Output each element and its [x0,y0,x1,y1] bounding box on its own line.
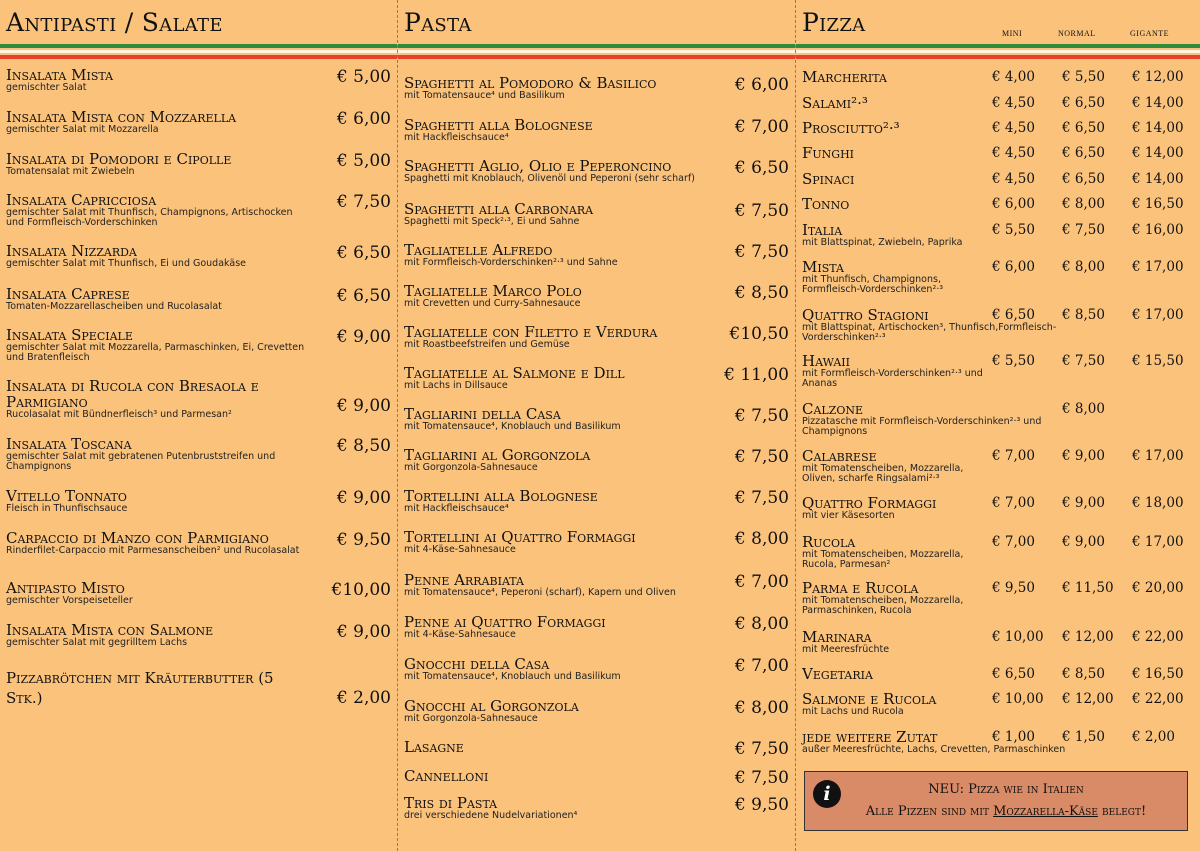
info-box [804,771,1188,831]
item-price: € 9,50 [734,795,789,815]
item-name: Insalata Mista con Salmone [6,621,214,639]
price-normal: € 7,50 [1062,353,1105,369]
info-headline: NEU: Pizza wie in Italien [928,782,1084,797]
item-price: € 5,00 [336,151,391,171]
item-price: € 5,00 [336,67,391,87]
italian-flag-stripe [0,44,397,60]
item-description: Rinderfilet-Carpaccio mit Parmesanscheiben² und Rucolasalat [6,545,300,556]
item-price: €10,00 [331,580,391,600]
price-gigante: € 20,00 [1132,580,1184,596]
pizza-menu-item [802,95,1196,111]
pasta-menu-item [404,447,789,473]
item-name: Vitello Tonnato [6,487,127,505]
antipasti-menu-item [6,327,391,363]
price-gigante: € 15,50 [1132,353,1184,369]
item-name: Gnocchi al Gorgonzola [404,697,579,715]
item-name: Spaghetti al Pomodoro & Basilico [404,74,657,92]
price-mini: € 6,00 [992,259,1035,275]
item-price: € 6,50 [336,286,391,306]
info-text [805,804,1187,819]
antipasti-menu-item [6,243,391,269]
item-name: Insalata Capricciosa [6,191,157,209]
item-price: € 9,00 [336,327,391,347]
item-name: Rucola [802,533,856,551]
price-normal: € 11,50 [1062,580,1114,596]
price-gigante: € 12,00 [1132,69,1184,85]
pasta-menu-item [404,406,789,432]
item-name: Carpaccio di Manzo con Parmigiano [6,529,269,547]
item-price: €10,50 [729,324,789,344]
item-description: gemischter Salat mit Thunfisch, Champignons, Artischocken und Formfleisch-Vorderschinken [6,207,293,228]
price-normal: € 6,50 [1062,171,1105,187]
item-name: Insalata Speciale [6,326,133,344]
pasta-menu-item [404,698,789,724]
item-description: mit Lachs in Dillsauce [404,380,508,391]
item-name: Gnocchi della Casa [404,655,550,673]
price-mini: € 10,00 [992,691,1044,707]
item-description: mit Tomatensauce⁴, Knoblauch und Basilikum [404,671,621,682]
info-text-post: belegt! [1097,804,1147,819]
pasta-menu-item [404,656,789,682]
item-description: außer Meeresfrüchte, Lachs, Crevetten, Parmaschinken [802,744,1066,755]
pasta-menu-item [404,572,789,598]
pasta-title: Pasta [404,8,472,37]
item-name: Tagliatelle Marco Polo [404,282,582,300]
price-gigante: € 2,00 [1132,729,1175,745]
pasta-menu-item [404,283,789,309]
item-price: € 7,50 [734,768,789,788]
price-mini: € 6,50 [992,307,1035,323]
pasta-menu-item [404,158,789,184]
price-gigante: € 22,00 [1132,629,1184,645]
pizza-title: Pizza [802,8,866,37]
item-description: mit Tomatensauce⁴ und Basilikum [404,90,565,101]
pizza-menu-item [802,69,1196,85]
pizza-menu-item [802,222,1196,248]
item-name: Spinaci [802,170,855,188]
item-price: € 7,00 [734,117,789,137]
item-description: mit Meeresfrüchte [802,644,890,655]
pizza-menu-item [802,120,1196,136]
pizza-menu-item [802,666,1196,682]
antipasti-title: Antipasti / Salate [6,8,223,37]
item-description: Rucolasalat mit Bündnerfleisch³ und Parmesan² [6,409,232,420]
price-gigante: € 14,00 [1132,171,1184,187]
price-gigante: € 14,00 [1132,120,1184,136]
pizza-menu-item [802,353,1196,389]
item-price: € 7,00 [734,656,789,676]
size-header-gigante: gigante [1130,25,1170,39]
item-name: Tortellini ai Quattro Formaggi [404,528,636,546]
item-name: Tris di Pasta [404,794,498,812]
item-price: € 7,50 [734,201,789,221]
pizza-menu-item [802,495,1196,521]
price-normal: € 8,00 [1062,196,1105,212]
antipasti-menu-item [6,530,391,556]
pizza-menu-item [802,580,1196,616]
item-price: € 8,00 [734,698,789,718]
item-description: gemischter Vorspeiseteller [6,595,133,606]
pasta-menu-item [404,365,789,391]
item-price: € 8,00 [734,614,789,634]
price-mini: € 6,50 [992,666,1035,682]
item-name: Spaghetti alla Carbonara [404,200,594,218]
item-description: mit vier Käsesorten [802,510,895,521]
item-description: mit Hackfleischsauce⁴ [404,503,509,514]
item-description: gemischter Salat mit Mozzarella, Parmaschinken, Ei, Crevetten und Bratenfleisch [6,342,305,363]
price-mini: € 4,00 [992,69,1035,85]
price-normal: € 12,00 [1062,629,1114,645]
item-price: € 8,50 [734,283,789,303]
price-mini: € 4,50 [992,145,1035,161]
pasta-menu-item [404,242,789,268]
item-description: mit Hackfleischsauce⁴ [404,132,509,143]
antipasti-menu-item [6,109,391,135]
item-name: Mista [802,258,844,276]
item-name: Penne Arrabiata [404,571,524,589]
antipasti-menu-item [6,622,391,648]
price-gigante: € 14,00 [1132,95,1184,111]
item-description: mit 4-Käse-Sahnesauce [404,629,516,640]
price-gigante: € 17,00 [1132,259,1184,275]
item-name: Cannelloni [404,767,489,785]
pasta-column [397,0,795,851]
price-normal: € 9,00 [1062,495,1105,511]
item-description: Spaghetti mit Speck²·³, Ei und Sahne [404,216,580,227]
price-mini: € 4,50 [992,120,1035,136]
item-name: Marcherita [802,68,887,86]
italian-flag-stripe [398,44,795,60]
info-text-pre: Alle Pizzen sind mit [865,804,994,819]
item-name: Salmone e Rucola [802,690,937,708]
price-mini: € 6,00 [992,196,1035,212]
antipasti-menu-item [6,580,391,606]
antipasti-menu-item [6,286,391,312]
item-name: Quattro Stagioni [802,306,929,324]
pizza-menu-item [802,401,1196,437]
item-price: € 9,50 [336,530,391,550]
item-description: mit Lachs und Rucola [802,706,904,717]
item-description: mit Thunfisch, Champignons, Formfleisch-Vorderschinken²·³ [802,274,944,295]
price-gigante: € 14,00 [1132,145,1184,161]
pasta-menu-item [404,75,789,101]
item-name: Tagliatelle Alfredo [404,241,553,259]
item-name: Insalata di Rucola con Bresaola e Parmigiano [6,377,259,411]
pizza-menu-item [802,307,1196,343]
item-description: mit Roastbeefstreifen und Gemüse [404,339,570,350]
item-price: € 7,50 [734,739,789,759]
pasta-menu-item [404,795,789,821]
item-description: mit Gorgonzola-Sahnesauce [404,713,538,724]
item-description: drei verschiedene Nudelvariationen⁴ [404,810,578,821]
item-name: Insalata Caprese [6,285,130,303]
item-name: Parma e Rucola [802,579,919,597]
pizza-menu-item [802,534,1196,570]
item-name: Spaghetti Aglio, Olio e Peperoncino [404,157,672,175]
size-header-mini: mini [1002,25,1023,39]
antipasti-menu-item [6,488,391,514]
price-gigante: € 16,50 [1132,666,1184,682]
item-description: gemischter Salat [6,82,87,93]
item-description: Spaghetti mit Knoblauch, Olivenöl und Peperoni (sehr scharf) [404,173,695,184]
antipasti-menu-item [6,436,391,472]
price-normal: € 8,50 [1062,307,1105,323]
item-price: € 7,00 [734,572,789,592]
price-mini: € 4,50 [992,171,1035,187]
price-normal: € 6,50 [1062,145,1105,161]
item-name: Insalata Nizzarda [6,242,137,260]
pasta-menu-item [404,488,789,514]
item-description: Tomatensalat mit Zwiebeln [6,166,135,177]
item-name: Insalata Mista con Mozzarella [6,108,237,126]
item-price: € 2,00 [336,688,391,708]
item-name: Tagliatelle al Salmone e Dill [404,364,625,382]
item-name: Vegetaria [802,665,873,683]
price-normal: € 9,00 [1062,534,1105,550]
item-name: Funghi [802,144,855,162]
pasta-menu-item [404,201,789,227]
item-price: € 6,50 [734,158,789,178]
item-name: jede weitere Zutat [802,728,938,746]
pizza-menu-item [802,171,1196,187]
price-mini: € 1,00 [992,729,1035,745]
item-description: mit Formfleisch-Vorderschinken²·³ und Sahne [404,257,618,268]
size-header-normal: normal [1058,25,1096,39]
item-price: € 9,00 [336,488,391,508]
pizza-menu-item [802,259,1196,295]
italian-flag-stripe [796,44,1200,60]
pasta-menu-item [404,767,789,788]
price-mini: € 4,50 [992,95,1035,111]
item-name: Spaghetti alla Bolognese [404,116,593,134]
price-gigante: € 17,00 [1132,534,1184,550]
item-description: mit Tomatensauce⁴, Knoblauch und Basilikum [404,421,621,432]
item-description: mit Tomatensauce⁴, Peperoni (scharf), Kapern und Oliven [404,587,676,598]
item-price: € 7,50 [734,406,789,426]
price-normal: € 8,50 [1062,666,1105,682]
item-name: Tagliarini della Casa [404,405,561,423]
price-normal: € 6,50 [1062,95,1105,111]
price-normal: € 6,50 [1062,120,1105,136]
item-description: mit Blattspinat, Artischocken³, Thunfisch,Formfleisch-Vorderschinken²·³ [802,322,1057,343]
item-price: € 6,50 [336,243,391,263]
item-description: mit Formfleisch-Vorderschinken²·³ und Ananas [802,368,983,389]
item-name: Tonno [802,195,850,213]
price-mini: € 7,00 [992,448,1035,464]
item-description: gemischter Salat mit Thunfisch, Ei und Goudakäse [6,258,246,269]
item-name: Prosciutto²·³ [802,119,900,137]
info-text-mozzarella: Mozzarella-Käse [993,804,1098,819]
item-price: € 9,00 [336,622,391,642]
antipasti-menu-item [6,151,391,177]
item-price: € 11,00 [724,365,789,385]
pizza-menu-item [802,196,1196,212]
price-mini: € 9,50 [992,580,1035,596]
price-normal: € 1,50 [1062,729,1105,745]
pizza-menu-item [802,691,1196,717]
item-price: € 7,50 [734,488,789,508]
item-name: Penne ai Quattro Formaggi [404,613,606,631]
item-description: Fleisch in Thunfischsauce [6,503,128,514]
item-description: gemischter Salat mit gebratenen Putenbruststreifen und Champignons [6,451,276,472]
item-name: Tortellini alla Bolognese [404,487,598,505]
pasta-menu-item [404,738,789,759]
price-mini: € 7,00 [992,495,1035,511]
price-gigante: € 22,00 [1132,691,1184,707]
pizza-menu-item [802,729,1196,755]
price-normal: € 7,50 [1062,222,1105,238]
item-name: Insalata Mista [6,66,114,84]
price-gigante: € 16,00 [1132,222,1184,238]
item-name: Hawaii [802,352,850,370]
item-price: € 7,50 [336,192,391,212]
item-price: € 6,00 [734,75,789,95]
price-normal: € 12,00 [1062,691,1114,707]
info-icon: i [813,780,841,808]
pasta-menu-item [404,614,789,640]
pasta-menu-item [404,117,789,143]
antipasti-menu-item [6,67,391,93]
item-name: Insalata di Pomodori e Cipolle [6,150,232,168]
item-description: gemischter Salat mit Mozzarella [6,124,159,135]
price-mini: € 5,50 [992,222,1035,238]
item-description: mit Blattspinat, Zwiebeln, Paprika [802,237,963,248]
pizza-menu-item [802,629,1196,655]
item-description: mit Crevetten und Curry-Sahnesauce [404,298,581,309]
item-name: Insalata Toscana [6,435,132,453]
item-price: € 6,00 [336,109,391,129]
item-name: Tagliatelle con Filetto e Verdura [404,323,658,341]
item-price: € 7,50 [734,242,789,262]
price-mini: € 5,50 [992,353,1035,369]
pizza-column [795,0,1200,851]
item-name: Quattro Formaggi [802,494,937,512]
antipasti-column [0,0,397,851]
price-normal: € 5,50 [1062,69,1105,85]
pasta-menu-item [404,324,789,350]
pizza-menu-item [802,448,1196,484]
item-name: Salami²·³ [802,94,868,112]
item-description: mit Tomatenscheiben, Mozzarella, Oliven, scharfe Ringsalami²·³ [802,463,964,484]
item-price: € 7,50 [734,447,789,467]
antipasti-menu-item [6,668,391,708]
price-gigante: € 17,00 [1132,448,1184,464]
price-gigante: € 16,50 [1132,196,1184,212]
item-description: mit 4-Käse-Sahnesauce [404,544,516,555]
item-name: Antipasto Misto [6,579,125,597]
item-name: Marinara [802,628,872,646]
item-name: Calabrese [802,447,877,465]
price-normal: € 9,00 [1062,448,1105,464]
pasta-menu-item [404,529,789,555]
item-name: Pizzabrötchen mit Kräuterbutter (5 Stk.) [6,669,274,707]
item-description: mit Tomatenscheiben, Mozzarella, Rucola, Parmesan² [802,549,964,570]
price-normal: € 8,00 [1062,259,1105,275]
item-price: € 8,50 [336,436,391,456]
price-gigante: € 17,00 [1132,307,1184,323]
pizza-menu-item [802,145,1196,161]
item-name: Tagliarini al Gorgonzola [404,446,591,464]
item-description: mit Tomatenscheiben, Mozzarella, Parmaschinken, Rucola [802,595,964,616]
item-description: Pizzatasche mit Formfleisch-Vorderschinken²·³ und Champignons [802,416,1042,437]
price-mini: € 7,00 [992,534,1035,550]
item-description: gemischter Salat mit gegrilltem Lachs [6,637,188,648]
item-description: Tomaten-Mozzarellascheiben und Rucolasalat [6,301,222,312]
item-price: € 8,00 [734,529,789,549]
item-description: mit Gorgonzola-Sahnesauce [404,462,538,473]
antipasti-menu-item [6,192,391,228]
item-price: € 9,00 [336,396,391,416]
price-gigante: € 18,00 [1132,495,1184,511]
antipasti-menu-item [6,378,391,420]
item-name: Italia [802,221,843,239]
item-name: Lasagne [404,738,464,756]
price-normal: € 8,00 [1062,401,1105,417]
item-name: Calzone [802,400,864,418]
price-mini: € 10,00 [992,629,1044,645]
